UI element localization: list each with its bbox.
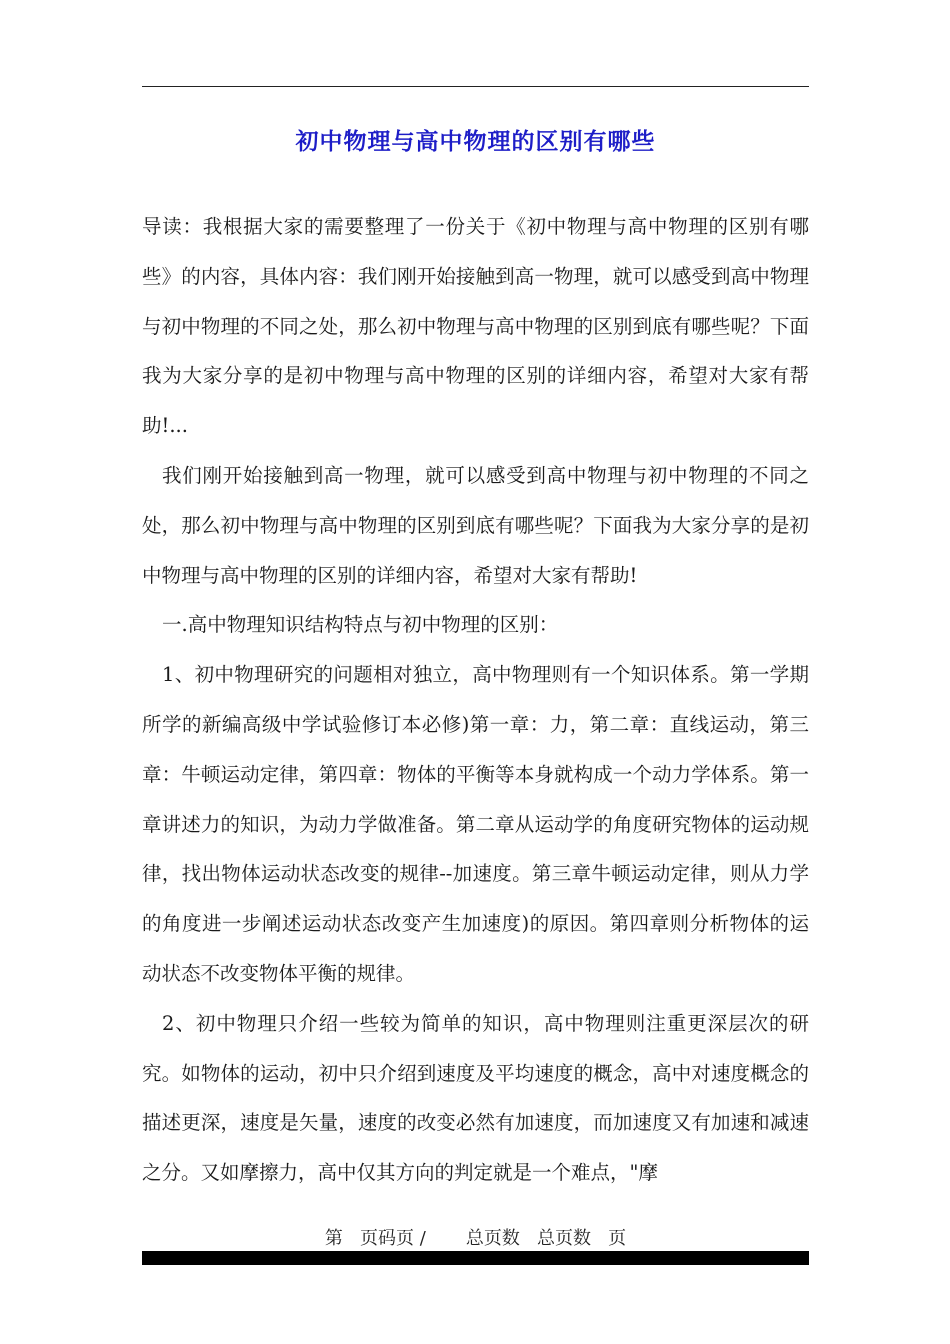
document-body	[142, 202, 809, 1198]
header-rule	[142, 86, 809, 87]
paragraph-point-1: 1、初中物理研究的问题相对独立，高中物理则有一个知识体系。第一学期所学的新编高级中学试验修订本必修)第一章：力，第二章：直线运动，第三章：牛顿运动定律，第四章：物体的平衡等本身就构成一个动力学体系。第一章讲述力的知识，为动力学做准备。第二章从运动学的角度研究物体的运动规律，找出物体运动状态改变的规律--加速度。第三章牛顿运动定律，则从力学的角度进一步阐述运动状态改变产生加速度)的原因。第四章则分析物体的运动状态不改变物体平衡的规律。	[142, 663, 809, 985]
section-heading: 一.高中物理知识结构特点与初中物理的区别：	[162, 613, 559, 637]
document-title: 初中物理与高中物理的区别有哪些	[295, 129, 656, 155]
paragraph-intro: 导读：我根据大家的需要整理了一份关于《初中物理与高中物理的区别有哪些》的内容，具体内容：我们刚开始接触到高一物理，就可以感受到高中物理与初中物理的不同之处，那么初中物理与高中物理的区别到底有哪些呢？下面我为大家分享的是初中物理与高中物理的区别的详细内容，希望对大家有帮助!...	[142, 215, 809, 438]
page-footer	[142, 1227, 809, 1265]
paragraph-point-2: 2、初中物理只介绍一些较为简单的知识，高中物理则注重更深层次的研究。如物体的运动，初中只介绍到速度及平均速度的概念，高中对速度概念的描述更深，速度是矢量，速度的改变必然有加速度，而加速度又有加速和减速之分。又如摩擦力，高中仅其方向的判定就是一个难点，"摩	[142, 1011, 809, 1185]
paragraph-lead: 我们刚开始接触到高一物理，就可以感受到高中物理与初中物理的不同之处，那么初中物理与高中物理的区别到底有哪些呢？下面我为大家分享的是初中物理与高中物理的区别的详细内容，希望对大家有帮助!	[142, 463, 809, 587]
page-number-label: 第 页码页 / 总页数 总页数 页	[142, 1227, 809, 1251]
